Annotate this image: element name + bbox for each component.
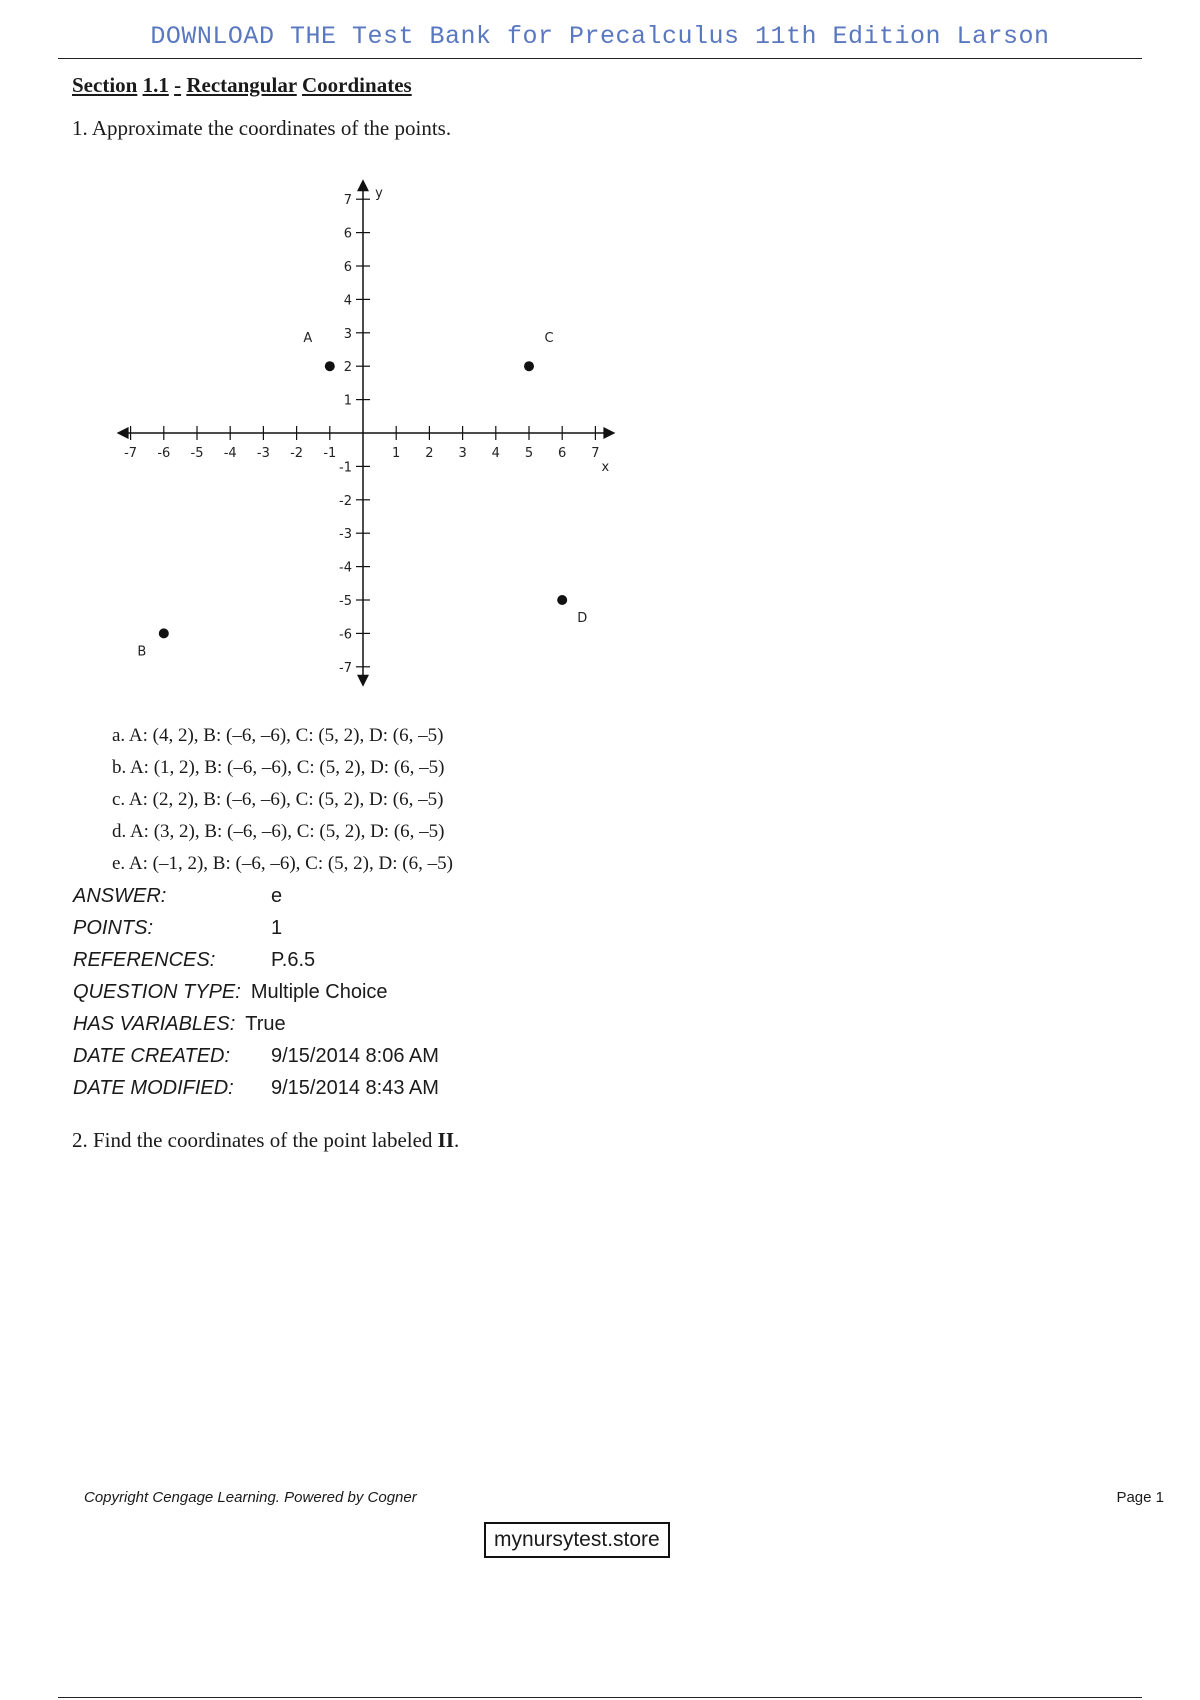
point-label-a: A — [303, 331, 313, 347]
question-metadata — [73, 880, 439, 1104]
y-tick-label: -4 — [339, 560, 352, 576]
y-tick-label: -6 — [339, 627, 352, 643]
y-tick-label: 1 — [343, 393, 352, 409]
x-axis-left-arrow — [117, 427, 129, 439]
question-2-prompt — [72, 1128, 459, 1153]
section-title-1: Rectangular — [186, 73, 297, 97]
x-tick-label: 1 — [392, 446, 401, 461]
x-tick-label: 2 — [425, 446, 434, 461]
x-tick-label: 6 — [558, 446, 567, 461]
y-tick-label: 6 — [343, 226, 352, 242]
x-tick-label: 5 — [524, 446, 534, 461]
point-label-b: B — [137, 644, 147, 660]
y-axis-down-arrow — [357, 675, 369, 687]
x-tick-label: 4 — [491, 446, 500, 461]
watermark-box: mynursytest.store — [484, 1522, 670, 1558]
y-tick-label: 7 — [343, 193, 352, 209]
x-tick-label: -6 — [157, 446, 171, 461]
meta-value: Multiple Choice — [250, 981, 388, 1003]
point-label-c: C — [544, 331, 554, 347]
x-tick-label: -2 — [290, 446, 304, 461]
point-c — [524, 361, 534, 371]
meta-value: True — [245, 1013, 286, 1035]
y-tick-label: -5 — [339, 594, 352, 609]
question-2-end: . — [454, 1128, 460, 1152]
section-title-2: Coordinates — [302, 73, 412, 97]
choice-e: e. A: (–1, 2), B: (–6, –6), C: (5, 2), D: (6, –5) — [112, 853, 453, 874]
y-tick-label: -7 — [339, 660, 352, 676]
meta-value: e — [271, 885, 283, 907]
copyright-text: Copyright Cengage Learning. Powered by Cogner — [84, 1489, 417, 1506]
meta-value: P.6.5 — [271, 949, 316, 971]
point-b — [159, 628, 169, 638]
answer-choices — [112, 720, 453, 880]
x-axis-right-arrow — [603, 427, 615, 439]
choice-a: a. A: (4, 2), B: (–6, –6), C: (5, 2), D: (6, –5) — [112, 725, 444, 746]
meta-key: QUESTION TYPE: — [73, 981, 241, 1003]
coordinate-plane-graph — [0, 0, 1200, 700]
meta-key: DATE MODIFIED: — [73, 1077, 234, 1099]
x-tick-label: -1 — [323, 446, 337, 461]
point-a — [325, 361, 335, 371]
meta-references — [73, 944, 439, 976]
section-number: 1.1 — [142, 73, 169, 97]
x-tick-label: -5 — [190, 446, 204, 461]
section-dash: - — [174, 73, 182, 97]
point-d — [557, 595, 567, 605]
y-tick-label: 2 — [343, 360, 352, 376]
x-tick-label: -3 — [256, 446, 270, 461]
y-axis-up-arrow — [357, 179, 369, 191]
meta-points — [73, 912, 439, 944]
meta-answer — [73, 880, 439, 912]
y-tick-label: 3 — [343, 326, 352, 342]
footer-rule — [58, 1697, 1142, 1698]
meta-question-type — [73, 976, 439, 1008]
section-word: Section — [72, 73, 138, 97]
point-label-d: D — [577, 611, 588, 626]
choice-c: c. A: (2, 2), B: (–6, –6), C: (5, 2), D: (6, –5) — [112, 789, 444, 810]
y-tick-label: -3 — [339, 527, 352, 543]
meta-key: ANSWER: — [73, 885, 167, 907]
meta-date-created — [73, 1040, 439, 1072]
x-tick-label: 3 — [458, 446, 467, 461]
meta-key: HAS VARIABLES: — [73, 1013, 236, 1035]
page-number: Page 1 — [1116, 1489, 1164, 1506]
question-2-text: 2. Find the coordinates of the point labeled — [72, 1128, 438, 1152]
download-banner: DOWNLOAD THE Test Bank for Precalculus 11th Edition Larson — [150, 22, 1050, 51]
meta-date-modified — [73, 1072, 439, 1104]
meta-has-variables — [73, 1008, 439, 1040]
x-axis-label: x — [601, 460, 610, 475]
meta-key: DATE CREATED: — [73, 1045, 231, 1067]
meta-value: 1 — [271, 917, 283, 939]
x-tick-label: 7 — [591, 446, 600, 461]
y-tick-label: 4 — [343, 293, 352, 309]
meta-key: REFERENCES: — [73, 949, 216, 971]
question-2-label: II — [437, 1128, 455, 1152]
choice-d: d. A: (3, 2), B: (–6, –6), C: (5, 2), D: (6, –5) — [112, 821, 445, 842]
y-tick-label: 6 — [343, 260, 352, 275]
choice-b: b. A: (1, 2), B: (–6, –6), C: (5, 2), D: (6, –5) — [112, 757, 445, 778]
y-tick-label: -2 — [339, 493, 352, 509]
meta-value: 9/15/2014 8:43 AM — [271, 1077, 439, 1099]
y-tick-label: -1 — [339, 460, 352, 476]
question-1-prompt: 1. Approximate the coordinates of the points. — [72, 116, 452, 140]
meta-key: POINTS: — [73, 917, 154, 939]
y-axis-label: y — [375, 186, 383, 202]
x-tick-label: -7 — [124, 446, 138, 461]
meta-value: 9/15/2014 8:06 AM — [271, 1045, 439, 1067]
x-tick-label: -4 — [223, 446, 237, 461]
